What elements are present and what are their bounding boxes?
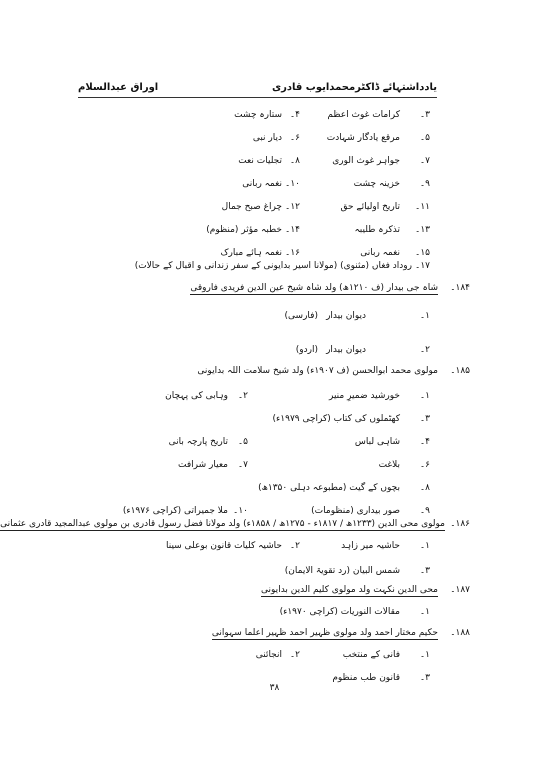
- line-12-item-2: ۲۔: [237, 391, 248, 401]
- line-6-item-0: ۱۵۔: [415, 248, 430, 258]
- line-18-item-0: ۱۸۶۔: [450, 519, 470, 529]
- line-20-item-1: شمس البیان (رد تقویۃ الایمان): [284, 566, 400, 576]
- line-2-item-2: ۸۔: [289, 156, 300, 166]
- line-2-item-0: ۷۔: [419, 156, 430, 166]
- line-18-item-1: مولوی محی الدین (۱۲۳۳ھ / ۱۸۱۷ء - ۱۲۷۵ھ / ۱۸۵۸ء) ولد مولانا فضل رسول قادری بن مولوی عبدالمجید قادری عثمانی: [0, 519, 445, 529]
- line-0-item-0: ۳۔: [419, 110, 430, 120]
- line-6-item-1: نغمہ ربانی: [360, 248, 400, 258]
- line-19-item-3: حاشیہ کلیات قانون بوعلی سینا: [165, 541, 282, 551]
- line-6-item-3: نغمہ ہائے مبارک: [220, 248, 282, 258]
- line-5-item-2: ۱۴۔: [285, 225, 300, 235]
- line-12-item-3: وہابی کی پہچان: [165, 391, 228, 401]
- line-9-item-0: ۱۔: [419, 311, 430, 321]
- line-15-item-1: بلاغت: [378, 460, 400, 470]
- line-14-item-3: تاریخ پارچہ بانی: [168, 437, 228, 447]
- line-3-item-3: نغمہ ربانی: [242, 179, 282, 189]
- line-14-item-0: ۴۔: [419, 437, 430, 447]
- line-25-item-1: قانون طب منظوم: [332, 673, 400, 683]
- line-13-item-0: ۳۔: [419, 414, 430, 424]
- line-19-item-2: ۲۔: [289, 541, 300, 551]
- line-20-item-0: ۳۔: [419, 566, 430, 576]
- line-9-item-2: (فارسی): [284, 311, 318, 321]
- line-12-item-0: ۱۔: [419, 391, 430, 401]
- line-1-item-1: مرقع یادگار شہادت: [326, 133, 400, 143]
- line-24-item-2: ۲۔: [289, 650, 300, 660]
- line-19-item-1: حاشیہ میر زاہد: [341, 541, 400, 551]
- header-rule: [78, 97, 437, 98]
- line-10-item-0: ۲۔: [419, 345, 430, 355]
- line-4-item-0: ۱۱۔: [415, 202, 430, 212]
- line-11-item-0: ۱۸۵۔: [450, 366, 470, 376]
- line-10-item-1: دیوان بیدار: [326, 345, 366, 355]
- line-21-item-0: ۱۸۷۔: [450, 585, 470, 595]
- line-15-item-0: ۶۔: [419, 460, 430, 470]
- line-7-item-1: روداد فغاں (مثنوی) (مولانا اسیر بدایونی کے سفر زندانی و اقبال کے حالات): [134, 261, 412, 271]
- line-24-item-0: ۱۔: [419, 650, 430, 660]
- page-number: ۳۸: [269, 683, 280, 693]
- line-15-item-3: معیار شرافت: [178, 460, 228, 470]
- line-17-item-1: صور بیداری (منظومات): [311, 506, 400, 516]
- line-22-item-0: ۱۔: [419, 607, 430, 617]
- line-11-item-1: مولوی محمد ابوالحسن (ف ۱۹۰۷ء) ولد شیخ سلامت اللہ بدایونی: [197, 366, 438, 376]
- line-2-item-1: جواہر غوث الوری: [332, 156, 400, 166]
- line-0-item-2: ۴۔: [289, 110, 300, 120]
- line-14-item-2: ۵۔: [237, 437, 248, 447]
- line-0-item-1: کرامات غوث اعظم: [327, 110, 400, 120]
- line-8-item-0: ۱۸۴۔: [450, 283, 470, 293]
- line-7-item-0: ۱۷۔: [415, 261, 430, 271]
- line-23-item-1: حکیم مختار احمد ولد مولوی ظہیر احمد ظہیر اعلما سہوانی: [211, 628, 438, 638]
- line-5-item-3: خطبہ مؤثر (منظوم): [206, 225, 282, 235]
- line-17-item-3: ملا جمیراتی (کراچی ۱۹۷۶ء): [122, 506, 228, 516]
- line-24-item-1: فانی کے منتخب: [342, 650, 400, 660]
- line-13-item-1: کھٹملوں کی کتاب (کراچی ۱۹۷۹ء): [272, 414, 400, 424]
- line-16-item-0: ۸۔: [419, 483, 430, 493]
- line-14-item-1: شاہی لباس: [354, 437, 400, 447]
- line-2-item-3: تجلیات نعت: [238, 156, 282, 166]
- line-3-item-0: ۹۔: [419, 179, 430, 189]
- line-25-item-0: ۳۔: [419, 673, 430, 683]
- line-3-item-1: خزینہ چشت: [353, 179, 400, 189]
- line-21-item-1: محی الدین نکہت ولد مولوی کلیم الدین بدایونی: [261, 585, 438, 595]
- line-9-item-1: دیوان بیدار: [326, 311, 366, 321]
- line-4-item-2: ۱۲۔: [285, 202, 300, 212]
- line-10-item-2: (اردو): [295, 345, 318, 355]
- line-24-item-3: انجائنی: [255, 650, 282, 660]
- line-4-item-3: چراغ صبح جمال: [221, 202, 282, 212]
- line-15-item-2: ۷۔: [237, 460, 248, 470]
- line-4-item-1: تاریخ اولیائے حق: [340, 202, 400, 212]
- line-8-item-1: شاہ جی بیدار (ف ۱۲۱۰ھ) ولد شاہ شیخ عین الدین فریدی فاروقی: [190, 283, 438, 293]
- line-12-item-1: خورشید ضمیرِ منیر: [328, 391, 400, 401]
- header-section-title: اوراق عبدالسلام: [78, 82, 159, 93]
- line-17-item-2: ۱۰۔: [233, 506, 248, 516]
- line-16-item-1: بچوں کے گیت (مطبوعہ دہلی ۱۳۵۰ھ): [258, 483, 400, 493]
- line-1-item-2: ۶۔: [289, 133, 300, 143]
- header-book-title: یادداشتہائے ڈاکٹرمحمدایوب قادری: [271, 82, 437, 93]
- line-3-item-2: ۱۰۔: [285, 179, 300, 189]
- line-0-item-3: ستارہ چشت: [234, 110, 282, 120]
- line-17-item-0: ۹۔: [419, 506, 430, 516]
- line-1-item-3: دیار نبی: [252, 133, 282, 143]
- line-19-item-0: ۱۔: [419, 541, 430, 551]
- line-5-item-1: تذکرہ طلیبہ: [354, 225, 400, 235]
- line-23-item-0: ۱۸۸۔: [450, 628, 470, 638]
- line-6-item-2: ۱۶۔: [285, 248, 300, 258]
- line-22-item-1: مقالات النوریات (کراچی ۱۹۷۰ء): [279, 607, 400, 617]
- line-1-item-0: ۵۔: [419, 133, 430, 143]
- line-5-item-0: ۱۳۔: [415, 225, 430, 235]
